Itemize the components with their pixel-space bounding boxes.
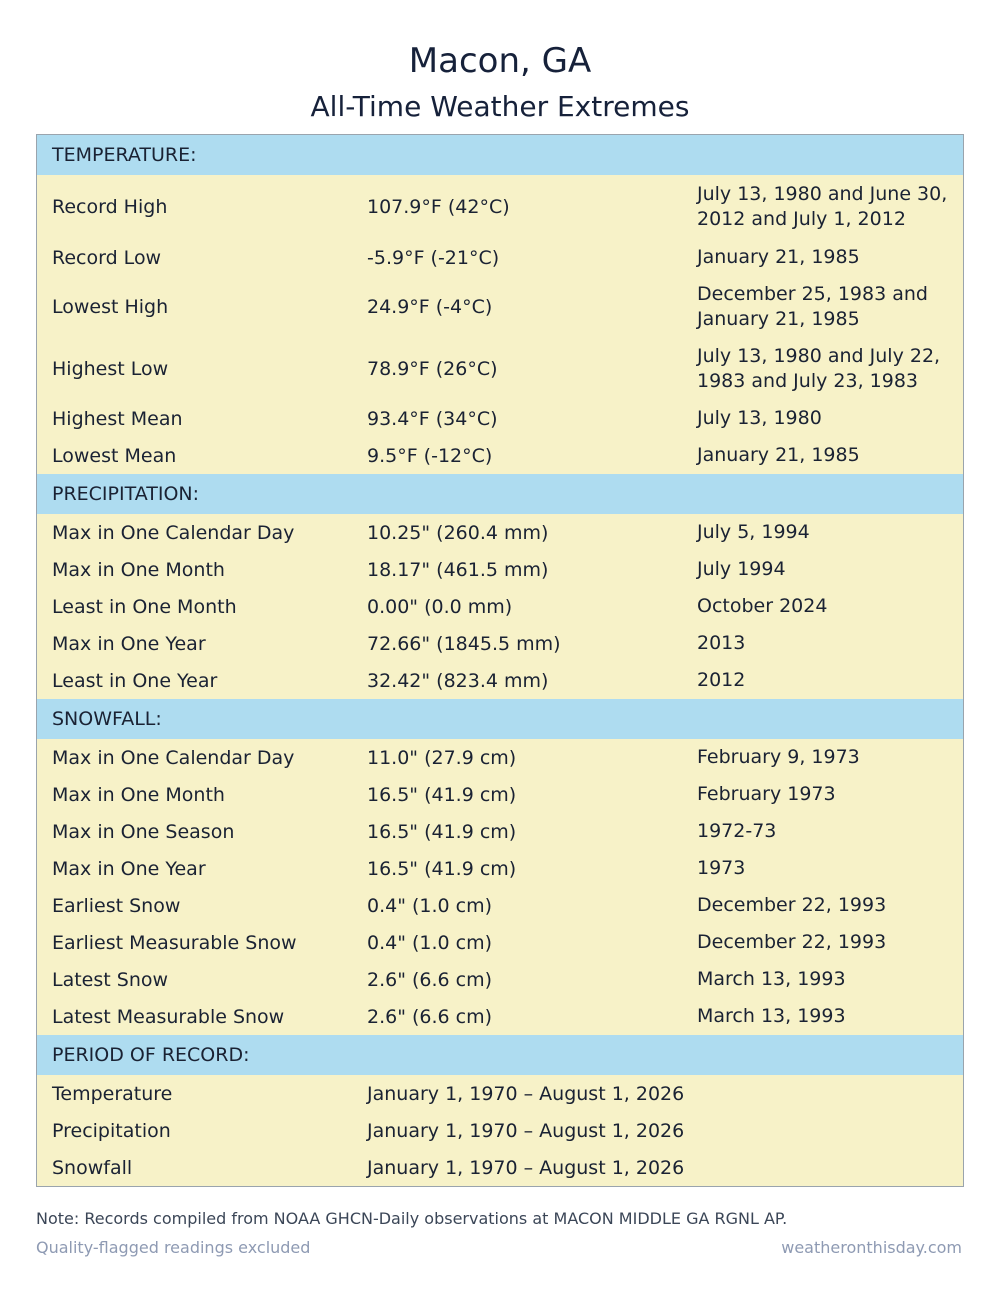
source-link: weatheronthisday.com bbox=[781, 1238, 962, 1257]
record-date: January 21, 1985 bbox=[697, 246, 860, 268]
record-label: Lowest Mean bbox=[52, 444, 177, 467]
record-value: 16.5" (41.9 cm) bbox=[367, 857, 517, 880]
table-row bbox=[37, 551, 963, 588]
table-row bbox=[37, 776, 963, 813]
footer-note: Note: Records compiled from NOAA GHCN-Daily observations at MACON MIDDLE GA RGNL AP. bbox=[36, 1209, 788, 1228]
table-row bbox=[37, 175, 963, 239]
record-label: Record High bbox=[52, 196, 168, 218]
record-value: 107.9°F (42°C) bbox=[367, 196, 510, 218]
record-value: January 1, 1970 – August 1, 2026 bbox=[367, 1119, 685, 1142]
record-value: 0.00" (0.0 mm) bbox=[367, 595, 513, 618]
record-label: Latest Measurable Snow bbox=[52, 1005, 285, 1028]
table-row bbox=[37, 850, 963, 887]
record-date: December 22, 1993 bbox=[697, 894, 887, 916]
table-row bbox=[37, 1149, 963, 1186]
record-label: Temperature bbox=[52, 1082, 173, 1105]
record-label: Max in One Year bbox=[52, 857, 206, 880]
table-row bbox=[37, 662, 963, 699]
record-date: 2013 bbox=[697, 632, 746, 654]
table-row bbox=[37, 400, 963, 437]
record-label: Latest Snow bbox=[52, 968, 169, 991]
record-value: 78.9°F (26°C) bbox=[367, 358, 498, 380]
record-value: 16.5" (41.9 cm) bbox=[367, 820, 517, 843]
record-label: Max in One Month bbox=[52, 783, 225, 806]
record-value: -5.9°F (-21°C) bbox=[367, 246, 500, 269]
record-value: January 1, 1970 – August 1, 2026 bbox=[367, 1156, 685, 1179]
page-subtitle: All-Time Weather Extremes bbox=[310, 90, 690, 123]
record-label: Max in One Season bbox=[52, 820, 235, 843]
record-value: 32.42" (823.4 mm) bbox=[367, 669, 549, 692]
record-label: Lowest High bbox=[52, 296, 169, 318]
record-label: Highest Mean bbox=[52, 407, 183, 430]
record-value: 72.66" (1845.5 mm) bbox=[367, 632, 561, 655]
table-row bbox=[37, 887, 963, 924]
record-value: 18.17" (461.5 mm) bbox=[367, 558, 549, 581]
record-value: 0.4" (1.0 cm) bbox=[367, 894, 493, 917]
page-title: Macon, GA bbox=[408, 41, 592, 81]
record-value: 11.0" (27.9 cm) bbox=[367, 746, 517, 769]
record-date: 1973 bbox=[697, 857, 746, 879]
record-label: Max in One Year bbox=[52, 632, 206, 655]
section-header-period-of-record: PERIOD OF RECORD: bbox=[37, 1035, 963, 1075]
table-row bbox=[37, 813, 963, 850]
record-label: Least in One Month bbox=[52, 595, 237, 618]
record-label: Record Low bbox=[52, 246, 162, 269]
record-label: Earliest Snow bbox=[52, 894, 181, 917]
table-row bbox=[37, 1075, 963, 1112]
record-value: 93.4°F (34°C) bbox=[367, 407, 498, 430]
record-date: December 25, 1983 and January 21, 1985 bbox=[697, 283, 928, 330]
table-row bbox=[37, 998, 963, 1035]
table-row bbox=[37, 625, 963, 662]
record-date: 2012 bbox=[697, 669, 746, 691]
record-value: 10.25" (260.4 mm) bbox=[367, 521, 549, 544]
record-label: Snowfall bbox=[52, 1156, 133, 1179]
record-value: 9.5°F (-12°C) bbox=[367, 444, 493, 467]
record-date: February 1973 bbox=[697, 783, 836, 805]
table-row bbox=[37, 924, 963, 961]
record-date: July 13, 1980 and July 22, 1983 and July 23, 1983 bbox=[697, 345, 941, 392]
section-header-snowfall: SNOWFALL: bbox=[37, 699, 963, 739]
record-date: January 21, 1985 bbox=[697, 444, 860, 466]
record-date: July 1994 bbox=[697, 558, 786, 580]
table-row bbox=[37, 239, 963, 276]
quality-note: Quality-flagged readings excluded bbox=[36, 1238, 311, 1257]
record-value: January 1, 1970 – August 1, 2026 bbox=[367, 1082, 685, 1105]
record-value: 24.9°F (-4°C) bbox=[367, 296, 493, 318]
record-date: October 2024 bbox=[697, 595, 828, 617]
record-date: February 9, 1973 bbox=[697, 746, 860, 768]
record-date: 1972-73 bbox=[697, 820, 777, 842]
section-header-temperature: TEMPERATURE: bbox=[37, 135, 963, 175]
record-date: July 5, 1994 bbox=[697, 521, 810, 543]
record-date: December 22, 1993 bbox=[697, 931, 887, 953]
record-date: March 13, 1993 bbox=[697, 968, 846, 990]
record-value: 2.6" (6.6 cm) bbox=[367, 968, 493, 991]
table-row bbox=[37, 961, 963, 998]
records-table bbox=[36, 134, 964, 1187]
table-row bbox=[37, 437, 963, 474]
record-value: 16.5" (41.9 cm) bbox=[367, 783, 517, 806]
record-value: 2.6" (6.6 cm) bbox=[367, 1005, 493, 1028]
record-label: Max in One Calendar Day bbox=[52, 521, 295, 544]
record-label: Precipitation bbox=[52, 1119, 171, 1142]
record-label: Earliest Measurable Snow bbox=[52, 931, 297, 954]
record-label: Least in One Year bbox=[52, 669, 218, 692]
record-label: Max in One Calendar Day bbox=[52, 746, 295, 769]
table-row bbox=[37, 514, 963, 551]
table-row bbox=[37, 1112, 963, 1149]
section-header-precipitation: PRECIPITATION: bbox=[37, 474, 963, 514]
record-label: Highest Low bbox=[52, 358, 169, 380]
record-value: 0.4" (1.0 cm) bbox=[367, 931, 493, 954]
record-date: July 13, 1980 bbox=[697, 407, 822, 429]
record-date: March 13, 1993 bbox=[697, 1005, 846, 1027]
table-row bbox=[37, 338, 963, 400]
record-date: July 13, 1980 and June 30, 2012 and July 1, 2012 bbox=[697, 183, 948, 230]
table-row bbox=[37, 588, 963, 625]
table-row bbox=[37, 739, 963, 776]
table-row bbox=[37, 276, 963, 338]
record-label: Max in One Month bbox=[52, 558, 225, 581]
